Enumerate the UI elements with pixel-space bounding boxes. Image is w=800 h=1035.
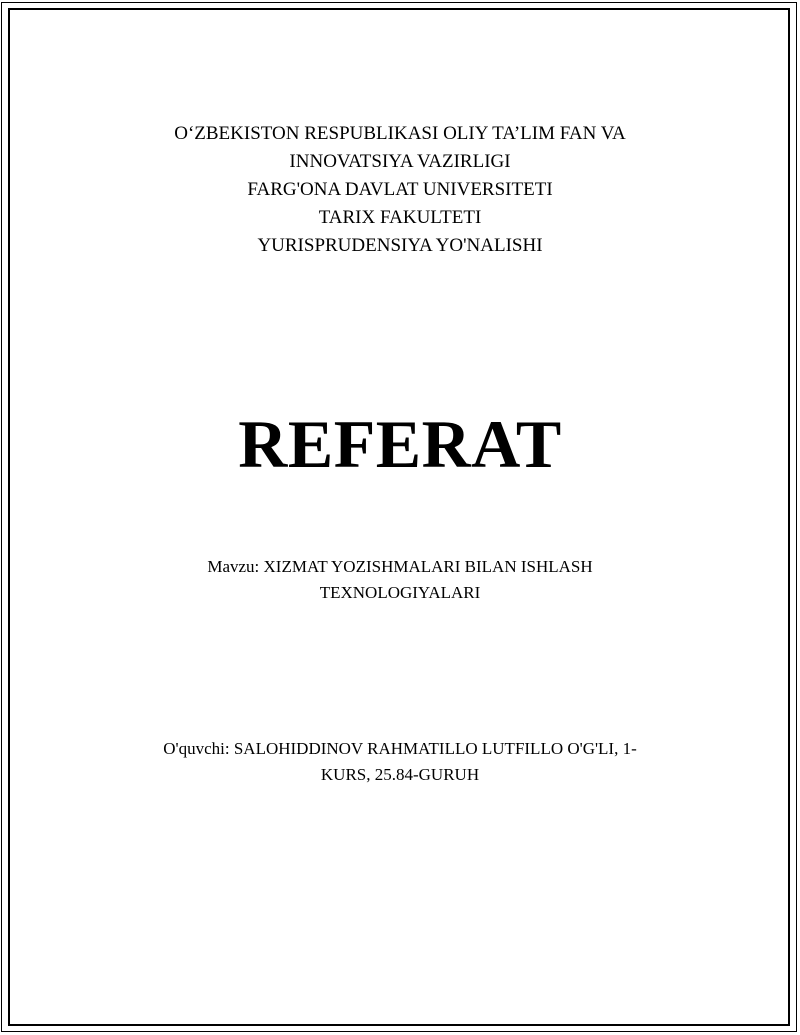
topic-line-2: TEXNOLOGIYALARI [319, 583, 481, 602]
header-line-university: FARG'ONA DAVLAT UNIVERSITETI [247, 179, 553, 200]
header-line-major: YURISPRUDENSIYA YO'NALISHI [257, 235, 543, 256]
document-title: REFERAT [238, 406, 562, 482]
student-block [0, 736, 800, 788]
header-line-ministry-2: INNOVATSIYA VAZIRLIGI [289, 151, 511, 172]
topic-line-1: Mavzu: XIZMAT YOZISHMALARI BILAN ISHLASH [207, 557, 593, 576]
student-line-1: O'quvchi: SALOHIDDINOV RAHMATILLO LUTFILLO O'G'LI, 1- [163, 739, 637, 758]
header-line-faculty: TARIX FAKULTETI [318, 207, 482, 228]
header-line-ministry-1: O‘ZBEKISTON RESPUBLIKASI OLIY TA’LIM FAN VA [174, 123, 626, 144]
student-line-2: KURS, 25.84-GURUH [320, 765, 480, 784]
topic-block [0, 554, 800, 606]
institution-header [0, 120, 800, 260]
